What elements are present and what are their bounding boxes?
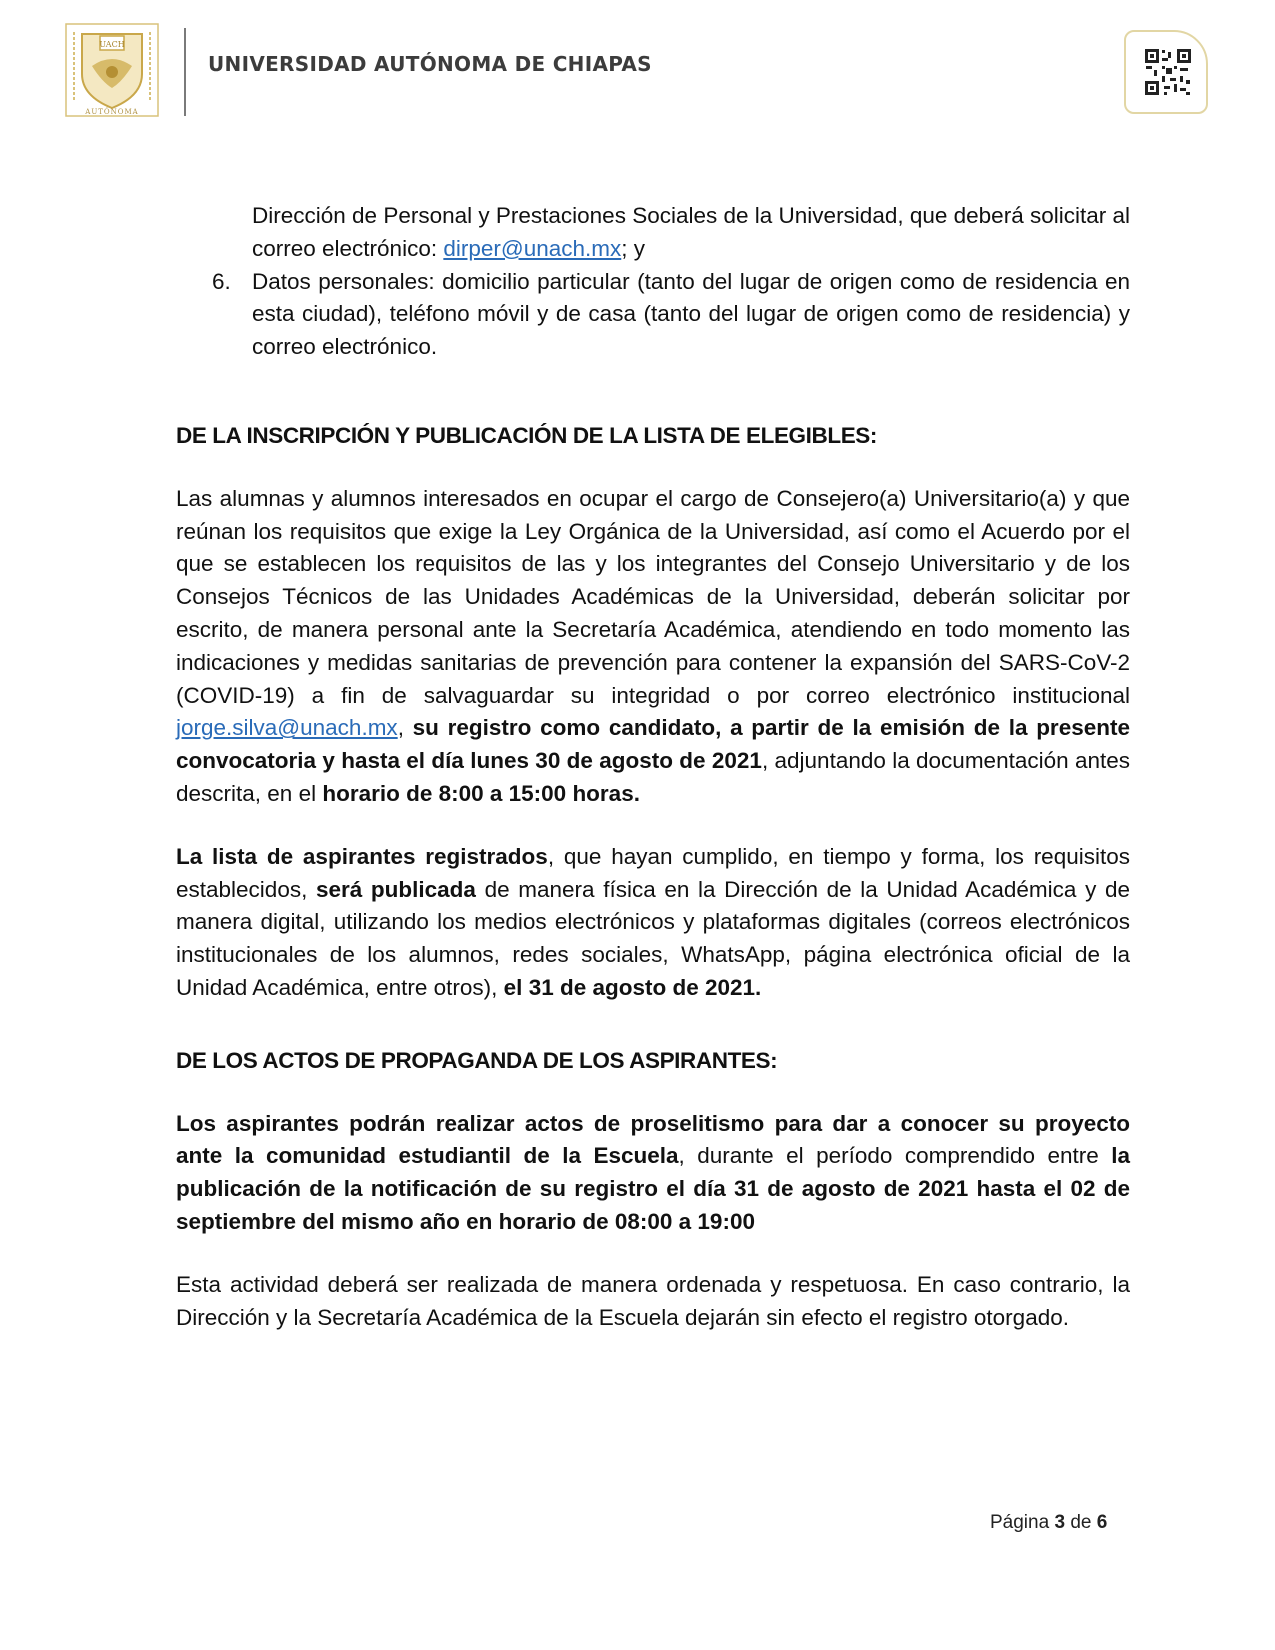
paragraph-text: Las alumnas y alumnos interesados en ocupar el cargo de Consejero(a) Universitario(a) y que reúnan los requisitos que exige la Ley Orgánica de la Universidad, así como el Acuerdo por el que se establecen los requisitos de las y los integrantes del Consejo Universitario y de los Consejos Técnicos de las Unidades Académicas de la Universidad, deberán solicitar por escrito, de manera personal ante la Secretaría Académica, atendiendo en todo momento las indicaciones y medidas sanitarias de prevención para contener la expansión del SARS-CoV-2 (COVID-19) a fin de salvaguardar su integridad o por correo electrónico institucional xyxy=(176,485,1130,708)
paragraph-text: , xyxy=(397,715,413,741)
email-link-dirper[interactable]: dirper@unach.mx xyxy=(443,235,622,261)
total-pages: 6 xyxy=(1096,1512,1108,1533)
registration-period-text: su registro como candidato, a partir de la emisión de la presente convocatoria y hasta el día lunes 30 de agosto de 2021 xyxy=(176,715,1130,774)
proselytism-period-text: la publicación de la notificación de su registro el día 31 de agosto de 2021 hasta el 02 de septiembre del mismo año en horario de 08:00 a 19:00 xyxy=(176,1143,1130,1234)
list-item-text: Dirección de Personal y Prestaciones Sociales de la Universidad, que deberá solicitar al correo electrónico: xyxy=(252,203,1130,261)
email-link-jorge-silva[interactable]: jorge.silva@unach.mx xyxy=(176,715,398,741)
document-body xyxy=(176,200,1130,1334)
paragraph-propaganda xyxy=(176,1108,1130,1239)
list-number: 6. xyxy=(212,268,231,294)
paragraph-inscripcion xyxy=(176,483,1130,811)
university-name: UNIVERSIDAD AUTÓNOMA DE CHIAPAS xyxy=(208,52,652,76)
list-of-applicants-text: La lista de aspirantes registrados xyxy=(176,843,548,869)
qr-code-icon xyxy=(1144,48,1192,96)
logo-monogram: UACH xyxy=(99,40,125,49)
will-be-published-text: será publicada xyxy=(315,876,476,902)
page-word: Página xyxy=(990,1512,1050,1533)
list-item-text-end: ; y xyxy=(621,235,646,261)
paragraph-text: , que hayan cumplido, en tiempo y forma, los requisitos establecidos, xyxy=(176,843,1130,902)
section-heading-inscripcion: DE LA INSCRIPCIÓN Y PUBLICACIÓN DE LA LISTA DE ELEGIBLES: xyxy=(176,422,878,448)
page-number xyxy=(990,1512,1107,1534)
page-header xyxy=(0,0,1275,130)
section-heading-propaganda: DE LOS ACTOS DE PROPAGANDA DE LOS ASPIRANTES: xyxy=(176,1047,778,1073)
paragraph-conducta: Esta actividad deberá ser realizada de manera ordenada y respetuosa. En caso contrario, la Dirección y la Secretaría Académica de la Escuela dejarán sin efecto el registro otorgado. xyxy=(176,1271,1130,1330)
paragraph-text: de manera física en la Dirección de la Unidad Académica y de manera digital, utilizando los medios electrónicos y plataformas digitales (correos electrónicos institucionales de los alumnos, redes sociales, WhatsApp, página electrónica oficial de la Unidad Académica, entre otros), xyxy=(176,876,1130,1000)
list-item-6 xyxy=(212,266,1130,364)
list-item-text: Datos personales: domicilio particular (tanto del lugar de origen como de residencia en esta ciudad), teléfono móvil y de casa (tanto del lugar de origen como de residencia) y correo electrónico. xyxy=(252,268,1130,360)
publication-date-text: el 31 de agosto de 2021. xyxy=(503,974,762,1000)
paragraph-publicacion xyxy=(176,841,1130,1005)
logo-caption: AUTÓNOMA xyxy=(85,108,139,116)
requirements-list xyxy=(176,200,1130,364)
registration-hours-text: horario de 8:00 a 15:00 horas. xyxy=(322,780,640,806)
paragraph-text: , durante el período comprendido entre xyxy=(678,1143,1112,1169)
proselytism-text: Los aspirantes podrán realizar actos de proselitismo para dar a conocer su proyecto ante la comunidad estudiantil de la Escuela xyxy=(176,1110,1130,1169)
header-divider xyxy=(184,28,186,116)
paragraph-text: , adjuntando la documentación antes descrita, en el xyxy=(176,748,1130,806)
current-page: 3 xyxy=(1054,1512,1066,1533)
university-seal-icon xyxy=(62,22,162,118)
qr-frame xyxy=(1124,30,1208,114)
list-item-5-continuation xyxy=(252,200,1130,266)
of-word: de xyxy=(1070,1512,1092,1533)
